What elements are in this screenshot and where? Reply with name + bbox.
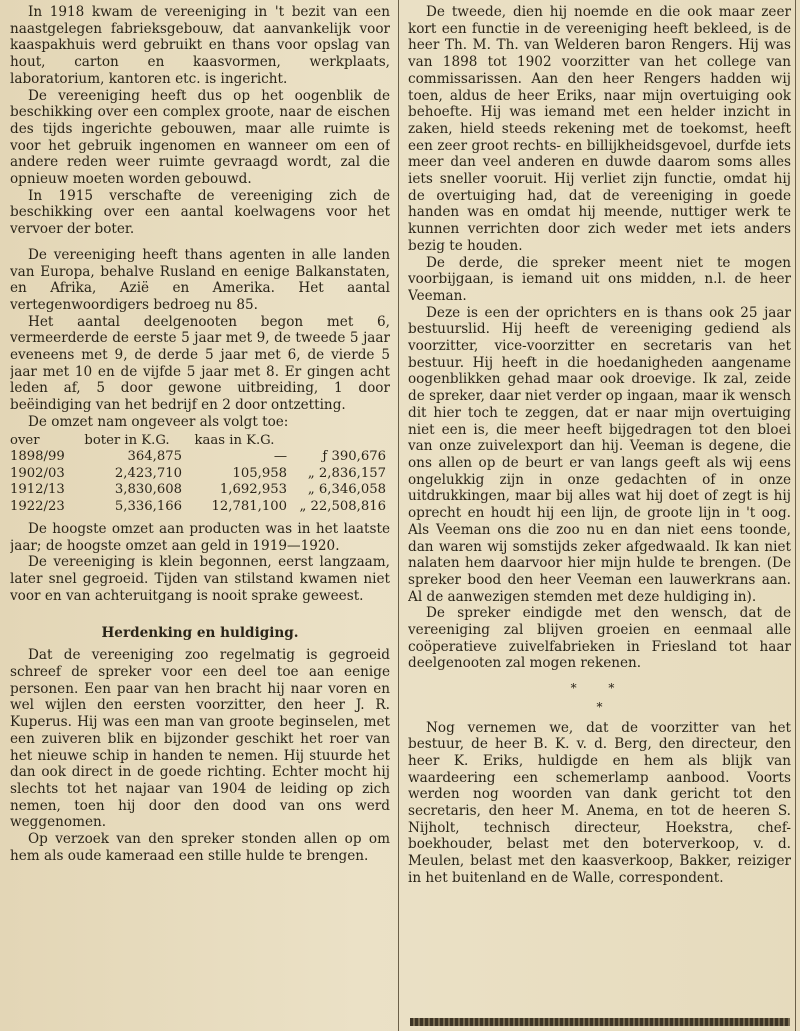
- table-cell: 1922/23: [10, 498, 65, 514]
- paragraph: Deze is een der oprichters en is thans ook 25 jaar bestuurslid. Hij heeft de vereeniging gediend als voorzitter, vice-voorzitter en secretaris van het bestuur. Hij heeft in die hoedanigheden aangename oogenblikken gehad maar ook droevige. Ik zal, zeide de spreker, daar niet verder op ingaan, maar ik wensch dit hier toch te zeggen, dat er naar mijn overtuiging niet een is, die meer heeft bijgedragen tot den bloei van onze zuivelexport dan hij. Veeman is degene, die ons allen op de beurt er van langs geeft als wij eens ongelukkig zijn in onze gedachten of in onze uitdrukkingen, maar bij alles wat hij doet of zegt is hij oprecht en houdt hij een lijn, de groote lijn in 't oog. Als Veeman ons die zoo nu en dan niet eens toonde, dan waren wij somstijds zeker afgedwaald. Ik kan niet nalaten hem daarvoor hier mijn hulde te brengen. (De spreker bood den heer Veeman een lauwerkrans aan. Al de aanwezigen stemden met deze huldiging in).: [408, 304, 791, 605]
- table-header: [287, 433, 390, 450]
- table-cell: 1,692,953: [219, 482, 287, 498]
- right-column: [408, 4, 791, 1024]
- paragraph: De vereeniging heeft thans agenten in alle landen van Europa, behalve Rusland en eenige Balkanstaten, en Afrika, Azië en Amerika. Het aantal vertegenwoordigers bedroeg nu 85.: [10, 246, 390, 313]
- paragraph: Nog vernemen we, dat de voorzitter van het bestuur, de heer B. K. v. d. Berg, den directeur, den heer K. Eriks, huldigde en hem als blijk van waardeering een schemerlamp aanbood. Voorts werden nog woorden van dank gericht tot den secretaris, den heer M. Anema, en tot de heeren S. Nijholt, technisch directeur, Hoekstra, chef-boekhouder, belast met den boterverkoop, v. d. Meulen, belast met den kaasverkoop, Bakker, reiziger in het buitenland en de Walle, correspondent.: [408, 719, 791, 886]
- table-cell: „ 22,508,816: [299, 498, 386, 514]
- column-divider: [398, 0, 399, 1031]
- table-row: [10, 482, 390, 499]
- section-separator-star: *: [596, 699, 603, 714]
- table-cell: 105,958: [232, 465, 287, 481]
- paragraph: Het aantal deelgenooten begon met 6, vermeerderde de eerste 5 jaar met 9, de tweede 5 jaar eveneens met 9, de derde 5 jaar met 6, de vierde 5 jaar met 10 en de vijfde 5 jaar met 8. Er gingen acht leden af, 5 door gewone uitbreiding, 1 door beëindiging van het bedrijf en 2 door ontzetting.: [10, 313, 390, 414]
- table-cell: 1902/03: [10, 465, 65, 481]
- table-header: over: [10, 432, 40, 448]
- table-cell: 3,830,608: [114, 482, 182, 498]
- paragraph: De vereeniging is klein begonnen, eerst langzaam, later snel gegroeid. Tijden van stilstand kwamen niet voor en van achteruitgang is nooit sprake geweest.: [10, 554, 390, 604]
- table-cell: 364,875: [127, 449, 182, 465]
- table-cell: 5,336,166: [114, 498, 182, 514]
- paragraph: Dat de vereeniging zoo regelmatig is gegroeid schreef de spreker voor een deel toe aan eenige personen. Een paar van hen bracht hij naar voren en wel wijlen den eersten voorzitter, den heer J. R. Kuperus. Hij was een man van groote beginselen, met een zuiveren blik en bijzonder geschikt het roer van het nieuwe schip in handen te nemen. Hij stuurde het dan ook direct in de goede richting. Echter mocht hij slechts tot het najaar van 1904 de leiding op zich nemen, toen hij door den dood van ons werd weggenomen.: [10, 647, 390, 831]
- section-separator-stars: * *: [570, 681, 629, 696]
- table-row: [10, 499, 390, 516]
- table-cell: „ 6,346,058: [307, 482, 386, 498]
- section-heading: Herdenking en huldiging.: [101, 624, 299, 641]
- paragraph: In 1915 verschafte de vereeniging zich de beschikking over een aantal koelwagens voor het vervoer der boter.: [10, 187, 390, 238]
- paragraph: De derde, die spreker meent niet te mogen voorbijgaan, is iemand uit ons midden, n.l. de heer Veeman.: [408, 254, 791, 304]
- table-cell: ƒ 390,676: [322, 449, 386, 465]
- paragraph: De spreker eindigde met den wensch, dat de vereeniging zal blijven groeien en eenmaal alle coöperatieve zuivelfabrieken in Friesland tot haar deelgenooten zal mogen rekenen.: [408, 605, 791, 672]
- paragraph: De hoogste omzet aan producten was in het laatste jaar; de hoogste omzet aan geld in 1919—1920.: [10, 521, 390, 554]
- table-cell: „ 2,836,157: [307, 465, 386, 481]
- table-cell: 12,781,100: [211, 498, 287, 514]
- table-cell: 2,423,710: [114, 465, 182, 481]
- table-row: [10, 449, 390, 466]
- right-border: [795, 0, 796, 1031]
- table-cell: 1912/13: [10, 482, 65, 498]
- left-column: [10, 4, 390, 1024]
- decorative-rule: [410, 1018, 790, 1026]
- paragraph: De vereeniging heeft dus op het oogenblik de beschikking over een complex groote, naar de eischen des tijds ingerichte gebouwen, maar alle ruimte is voor het gebruik ingenomen en wanneer om een of andere reden weer ruimte gevraagd wordt, zal die opnieuw moeten worden gebouwd.: [10, 87, 390, 188]
- table-header-row: [10, 433, 390, 450]
- turnover-table: [10, 433, 390, 516]
- table-header: boter in K.G.: [84, 432, 170, 448]
- table-header: kaas in K.G.: [194, 432, 275, 448]
- paragraph: In 1918 kwam de vereeniging in 't bezit van een naastgelegen fabrieksgebouw, dat aanvankelijk voor kaaspakhuis werd gebruikt en thans voor opslag van hout, carton en kaasvormen, werkplaats, laboratorium, kantoren etc. is ingericht.: [10, 4, 390, 87]
- table-row: [10, 466, 390, 483]
- paragraph: Op verzoek van den spreker stonden allen op om hem als oude kameraad een stille hulde te brengen.: [10, 831, 390, 864]
- table-cell: 1898/99: [10, 449, 65, 465]
- paragraph: De tweede, dien hij noemde en die ook maar zeer kort een functie in de vereeniging heeft bekleed, is de heer Th. M. Th. van Welderen baron Rengers. Hij was van 1898 tot 1902 voorzitter van het college van commissarissen. Aan den heer Rengers hadden wij toen, aldus de heer Eriks, naar mijn overtuiging ook behoefte. Hij was iemand met een helder inzicht in zaken, hield steeds rekening met de toekomst, heeft een zeer groot rechts- en billijkheidsgevoel, durfde iets meer dan veel anderen en duwde daarom soms alles iets sneller vooruit. Hij verliet zijn functie, omdat hij de overtuiging had, dat de vereeniging in goede handen was en omdat hij meende, nuttiger werk te kunnen verrichten door zich weder met iets anders bezig te houden.: [408, 4, 791, 254]
- table-cell: —: [273, 449, 287, 465]
- paragraph: De omzet nam ongeveer als volgt toe:: [28, 413, 289, 430]
